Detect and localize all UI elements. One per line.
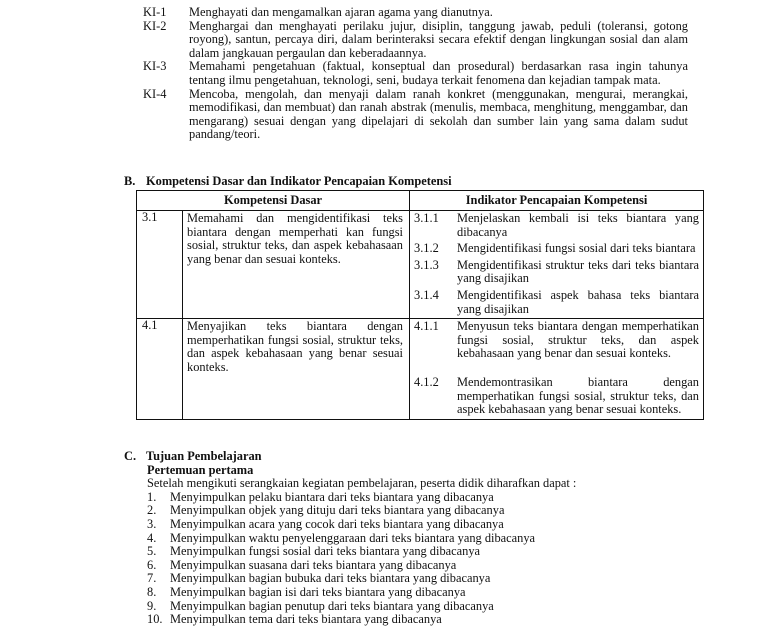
indicator-list (410, 319, 704, 420)
list-item (147, 600, 724, 614)
indicator-code: 3.1.4 (414, 287, 439, 302)
indicator-code: 3.1.1 (414, 211, 439, 225)
kd-description: Menyajikan teks biantara dengan memperhatikan fungsi sosial, struktur teks, dan aspek kebahasaan yang benar sesuai konteks. (183, 319, 410, 420)
goal-text: Menyimpulkan acara yang cocok dari teks biantara yang dibacanya (170, 516, 504, 531)
section-c-letter: C. (124, 449, 137, 463)
goal-number: 10. (147, 612, 163, 627)
indicator-text: Mengidentifikasi aspek bahasa teks biantara yang disajikan (457, 287, 699, 316)
goal-number: 7. (147, 571, 157, 586)
section-c-title: Tujuan Pembelajaran (146, 449, 262, 463)
section-c-heading (124, 450, 724, 464)
goal-number: 1. (147, 489, 157, 504)
indicator-list (410, 211, 704, 319)
goal-number: 2. (147, 503, 157, 518)
goal-text: Menyimpulkan pelaku biantara dari teks biantara yang dibacanya (170, 489, 494, 504)
section-c (124, 450, 724, 627)
indicator-text: Menyusun teks biantara dengan memperhatikan fungsi sosial, struktur teks, dan aspek kebahasaan yang benar dan sesuai konteks. (457, 319, 699, 361)
ki-code: KI-3 (143, 59, 167, 74)
indicator-code: 3.1.2 (414, 241, 439, 256)
list-item (147, 559, 724, 573)
goal-text: Menyimpulkan bagian penutup dari teks biantara yang dibacanya (170, 598, 494, 613)
section-b-letter: B. (124, 174, 136, 188)
section-b-heading (124, 175, 452, 189)
goal-text: Menyimpulkan suasana dari teks biantara yang dibacanya (170, 557, 457, 572)
meeting-subtitle: Pertemuan pertama (147, 462, 254, 477)
indicator-code: 4.1.1 (414, 319, 439, 334)
ki-text: Mencoba, mengolah, dan menyaji dalam ranah konkret (menggunakan, mengurai, merangkai, memodifikasi, dan membuat) dan ranah abstrak (menulis, membaca, menghitung, menggambar, dan mengarang) sesuai dengan yang dipelajari di sekolah dan sumber lain yang sama dalam sudut pandang/teori. (189, 86, 688, 142)
indicator-item (414, 289, 699, 316)
goals-list (124, 491, 724, 627)
ki-item (143, 20, 688, 61)
goal-number: 6. (147, 557, 157, 572)
goal-number: 4. (147, 530, 157, 545)
list-item (147, 504, 724, 518)
ki-code: KI-1 (143, 5, 167, 19)
list-item (147, 491, 724, 505)
list-item (147, 518, 724, 532)
goal-text: Menyimpulkan waktu penyelenggaraan dari teks biantara yang dibacanya (170, 530, 536, 545)
section-b-title: Kompetensi Dasar dan Indikator Pencapaian Kompetensi (146, 174, 452, 188)
col-header-indicator: Indikator Pencapaian Kompetensi (410, 191, 704, 211)
indicator-text: Mengidentifikasi fungsi sosial dari teks biantara (457, 241, 696, 256)
ki-item (143, 88, 688, 142)
goal-text: Menyimpulkan objek yang dituju dari teks biantara yang dibacanya (170, 503, 505, 518)
kd-number: 3.1 (137, 211, 183, 319)
goal-text: Menyimpulkan tema dari teks biantara yang dibacanya (170, 612, 442, 627)
indicator-text: Menjelaskan kembali isi teks biantara yang dibacanya (457, 211, 699, 239)
ki-text: Menghargai dan menghayati perilaku jujur, disiplin, tanggung jawab, peduli (toleransi, gotong royong), santun, percaya diri, dalam berinteraksi secara efektif dengan lingkungan sosial dan alam dalam jangkauan pergaulan dan keberadaannya. (189, 18, 688, 60)
kd-description: Memahami dan mengidentifikasi teks biantara dengan memperhati kan fungsi sosial, struktur teks, dan aspek kebahasaan yang benar dan sesuai konteks. (183, 211, 410, 319)
ki-item (143, 6, 688, 20)
list-item (147, 613, 724, 627)
indicator-item (414, 376, 699, 417)
col-header-kd: Kompetensi Dasar (137, 191, 410, 211)
goal-text: Menyimpulkan bagian bubuka dari teks biantara yang dibacanya (170, 571, 491, 586)
ki-code: KI-2 (143, 18, 167, 33)
goal-text: Menyimpulkan fungsi sosial dari teks biantara yang dibacanya (170, 544, 481, 559)
indicator-text: Mengidentifikasi struktur teks dari teks biantara yang disajikan (457, 257, 699, 286)
goal-number: 3. (147, 516, 157, 531)
kd-number: 4.1 (137, 319, 183, 420)
list-item (147, 572, 724, 586)
indicator-code: 4.1.2 (414, 374, 439, 389)
list-item (147, 532, 724, 546)
table-row (137, 211, 704, 319)
goal-number: 8. (147, 584, 157, 599)
indicator-code: 3.1.3 (414, 257, 439, 272)
indicator-item (414, 242, 699, 256)
indicator-item (414, 212, 699, 239)
competency-table (136, 190, 704, 420)
indicator-item (414, 320, 699, 361)
goal-number: 9. (147, 598, 157, 613)
goal-number: 5. (147, 544, 157, 559)
ki-text: Memahami pengetahuan (faktual, konseptual dan prosedural) berdasarkan rasa ingin tahunya tentang ilmu pengetahuan, teknologi, seni, budaya terkait fenomena dan kejadian tampak mata. (189, 59, 688, 87)
list-item (147, 545, 724, 559)
goal-text: Menyimpulkan bagian isi dari teks biantara yang dibacanya (170, 584, 466, 599)
list-item (147, 586, 724, 600)
ki-item (143, 60, 688, 87)
indicator-item (414, 259, 699, 286)
ki-code: KI-4 (143, 86, 167, 101)
table-row (137, 319, 704, 420)
indicator-text: Mendemontrasikan biantara dengan memperhatikan fungsi sosial, struktur teks, dan aspek kebahasaan yang benar sesuai konteks. (457, 374, 699, 417)
ki-list (143, 6, 688, 142)
goals-intro: Setelah mengikuti serangkaian kegiatan pembelajaran, peserta didik diharafkan dapat : (147, 476, 577, 491)
table-header-row (137, 191, 704, 211)
ki-text: Menghayati dan mengamalkan ajaran agama yang dianutnya. (189, 5, 493, 19)
